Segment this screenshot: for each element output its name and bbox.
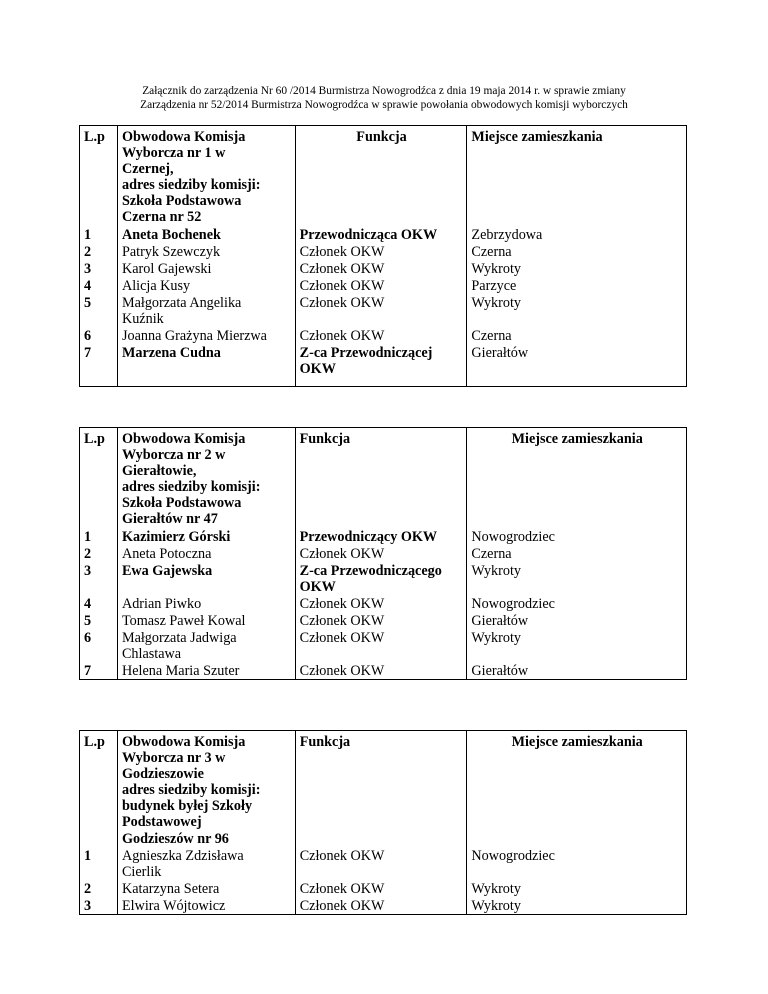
member-funkcja-line: OKW — [299, 361, 336, 378]
member-funkcja: Członek OKW — [295, 880, 467, 897]
member-funkcja: Członek OKW — [295, 629, 467, 662]
commission-line: Szkoła Podstawowa — [121, 193, 242, 210]
member-funkcja: Członek OKW — [295, 847, 467, 880]
commission-table-2 — [79, 427, 687, 680]
member-funkcja — [295, 562, 467, 595]
member-name: Tomasz Paweł Kowal — [117, 612, 295, 629]
commission-info — [117, 126, 295, 226]
table-row — [80, 629, 687, 662]
table-row — [80, 612, 687, 629]
member-name: Elwira Wójtowicz — [117, 897, 295, 915]
member-name: Marzena Cudna — [117, 344, 295, 377]
col-funkcja: Funkcja — [295, 428, 467, 528]
table-row — [80, 847, 687, 880]
commission-info — [117, 428, 295, 528]
member-miejsce: Czerna — [467, 243, 687, 260]
member-funkcja: Członek OKW — [295, 327, 467, 344]
member-miejsce: Nowogrodziec — [467, 595, 687, 612]
member-miejsce: Czerna — [467, 327, 687, 344]
member-lp: 1 — [80, 226, 118, 243]
member-name-line: Chlastawa — [121, 646, 182, 663]
member-lp: 5 — [80, 612, 118, 629]
member-funkcja: Przewodniczący OKW — [295, 528, 467, 545]
col-miejsce: Miejsce zamieszkania — [467, 126, 687, 226]
table-row — [80, 226, 687, 243]
member-lp: 6 — [80, 327, 118, 344]
table-row — [80, 294, 687, 327]
member-name — [117, 847, 295, 880]
table-header-row — [80, 428, 687, 528]
member-name: Katarzyna Setera — [117, 880, 295, 897]
table-row — [80, 545, 687, 562]
table-row — [80, 662, 687, 680]
commission-line: Podstawowej — [121, 814, 202, 831]
member-name: Karol Gajewski — [117, 260, 295, 277]
member-funkcja: Członek OKW — [295, 277, 467, 294]
member-lp: 2 — [80, 243, 118, 260]
member-miejsce: Nowogrodziec — [467, 847, 687, 880]
member-name — [117, 294, 295, 327]
member-name: Adrian Piwko — [117, 595, 295, 612]
col-lp: L.p — [80, 428, 118, 528]
member-miejsce: Nowogrodziec — [467, 528, 687, 545]
table-row — [80, 897, 687, 915]
member-name: Patryk Szewczyk — [117, 243, 295, 260]
member-funkcja-line: Z-ca Przewodniczącego — [299, 562, 442, 579]
member-name — [117, 629, 295, 662]
member-lp: 3 — [80, 260, 118, 277]
member-funkcja: Członek OKW — [295, 595, 467, 612]
member-name-line: Małgorzata Angelika — [121, 294, 242, 311]
commission-line: Czerna nr 52 — [121, 209, 202, 226]
member-name: Helena Maria Szuter — [117, 662, 295, 680]
member-miejsce: Wykroty — [467, 562, 687, 595]
col-lp: L.p — [80, 126, 118, 226]
member-miejsce: Wykroty — [467, 294, 687, 327]
member-lp: 1 — [80, 847, 118, 880]
commission-line: adres siedziby komisji: — [121, 782, 261, 799]
commission-line: Godzieszów nr 96 — [121, 830, 229, 847]
document-header — [0, 84, 768, 112]
member-name: Joanna Grażyna Mierzwa — [117, 327, 295, 344]
member-lp: 4 — [80, 277, 118, 294]
col-miejsce: Miejsce zamieszkania — [467, 731, 687, 847]
member-funkcja-line: OKW — [299, 578, 336, 595]
member-funkcja: Członek OKW — [295, 294, 467, 327]
table-row — [80, 528, 687, 545]
commission-info — [117, 731, 295, 847]
member-miejsce: Gierałtów — [467, 662, 687, 680]
member-funkcja: Członek OKW — [295, 662, 467, 680]
member-lp: 3 — [80, 562, 118, 595]
table-row — [80, 880, 687, 897]
commission-line: Godzieszowie — [121, 766, 204, 783]
header-line-1: Załącznik do zarządzenia Nr 60 /2014 Burmistrza Nowogrodźca z dnia 19 maja 2014 r. w sprawie zmiany — [142, 85, 626, 97]
commission-table-3 — [79, 730, 687, 915]
table-header-row — [80, 126, 687, 226]
table-row — [80, 327, 687, 344]
member-name: Aneta Potoczna — [117, 545, 295, 562]
member-lp: 4 — [80, 595, 118, 612]
member-miejsce: Wykroty — [467, 897, 687, 915]
table-row — [80, 277, 687, 294]
table-row — [80, 243, 687, 260]
col-miejsce: Miejsce zamieszkania — [467, 428, 687, 528]
member-miejsce: Parzyce — [467, 277, 687, 294]
member-lp: 5 — [80, 294, 118, 327]
member-miejsce: Wykroty — [467, 629, 687, 662]
commission-line: Obwodowa Komisja — [121, 129, 246, 145]
commission-table-1 — [79, 125, 687, 387]
header-line-2: Zarządzenia nr 52/2014 Burmistrza Nowogrodźca w sprawie powołania obwodowych komisji wyborczych — [140, 99, 628, 111]
member-name: Ewa Gajewska — [117, 562, 295, 595]
member-funkcja: Przewodnicząca OKW — [295, 226, 467, 243]
member-name-line: Cierlik — [121, 863, 162, 880]
member-lp: 2 — [80, 545, 118, 562]
member-name-line: Kuźnik — [121, 311, 164, 328]
commission-line: Wyborcza nr 1 w — [121, 145, 226, 162]
member-funkcja-line: Z-ca Przewodniczącej — [299, 345, 433, 362]
table-spacer-row — [80, 377, 687, 387]
member-miejsce: Gierałtów — [467, 344, 687, 377]
commission-line: Wyborcza nr 2 w — [121, 447, 226, 464]
col-funkcja: Funkcja — [295, 731, 467, 847]
member-lp: 7 — [80, 662, 118, 680]
member-funkcja: Członek OKW — [295, 243, 467, 260]
member-lp: 6 — [80, 629, 118, 662]
member-miejsce: Wykroty — [467, 880, 687, 897]
commission-line: Czernej, — [121, 161, 174, 178]
member-lp: 2 — [80, 880, 118, 897]
commission-line: adres siedziby komisji: — [121, 479, 261, 496]
member-funkcja: Członek OKW — [295, 897, 467, 915]
commission-line: Obwodowa Komisja — [121, 431, 246, 447]
member-name: Alicja Kusy — [117, 277, 295, 294]
member-name: Aneta Bochenek — [117, 226, 295, 243]
member-miejsce: Gierałtów — [467, 612, 687, 629]
member-funkcja: Członek OKW — [295, 260, 467, 277]
member-miejsce: Czerna — [467, 545, 687, 562]
commission-line: adres siedziby komisji: — [121, 177, 261, 194]
member-name: Kazimierz Górski — [117, 528, 295, 545]
commission-line: budynek byłej Szkoły — [121, 798, 253, 815]
commission-line: Gierałtowie, — [121, 463, 197, 480]
col-funkcja: Funkcja — [295, 126, 467, 226]
member-name-line: Agnieszka Zdzisława — [121, 847, 244, 864]
member-lp: 1 — [80, 528, 118, 545]
table-row — [80, 260, 687, 277]
member-miejsce: Wykroty — [467, 260, 687, 277]
member-funkcja: Członek OKW — [295, 612, 467, 629]
commission-line: Obwodowa Komisja — [121, 734, 246, 750]
member-name-line: Małgorzata Jadwiga — [121, 630, 237, 647]
table-header-row — [80, 731, 687, 847]
commission-line: Szkoła Podstawowa — [121, 495, 242, 512]
commission-line: Wyborcza nr 3 w — [121, 750, 226, 767]
member-funkcja: Członek OKW — [295, 545, 467, 562]
commission-line: Gierałtów nr 47 — [121, 511, 218, 528]
member-funkcja — [295, 344, 467, 377]
member-lp: 3 — [80, 897, 118, 915]
col-lp: L.p — [80, 731, 118, 847]
table-row — [80, 344, 687, 377]
member-miejsce: Zebrzydowa — [467, 226, 687, 243]
table-row — [80, 595, 687, 612]
table-row — [80, 562, 687, 595]
member-lp: 7 — [80, 344, 118, 377]
